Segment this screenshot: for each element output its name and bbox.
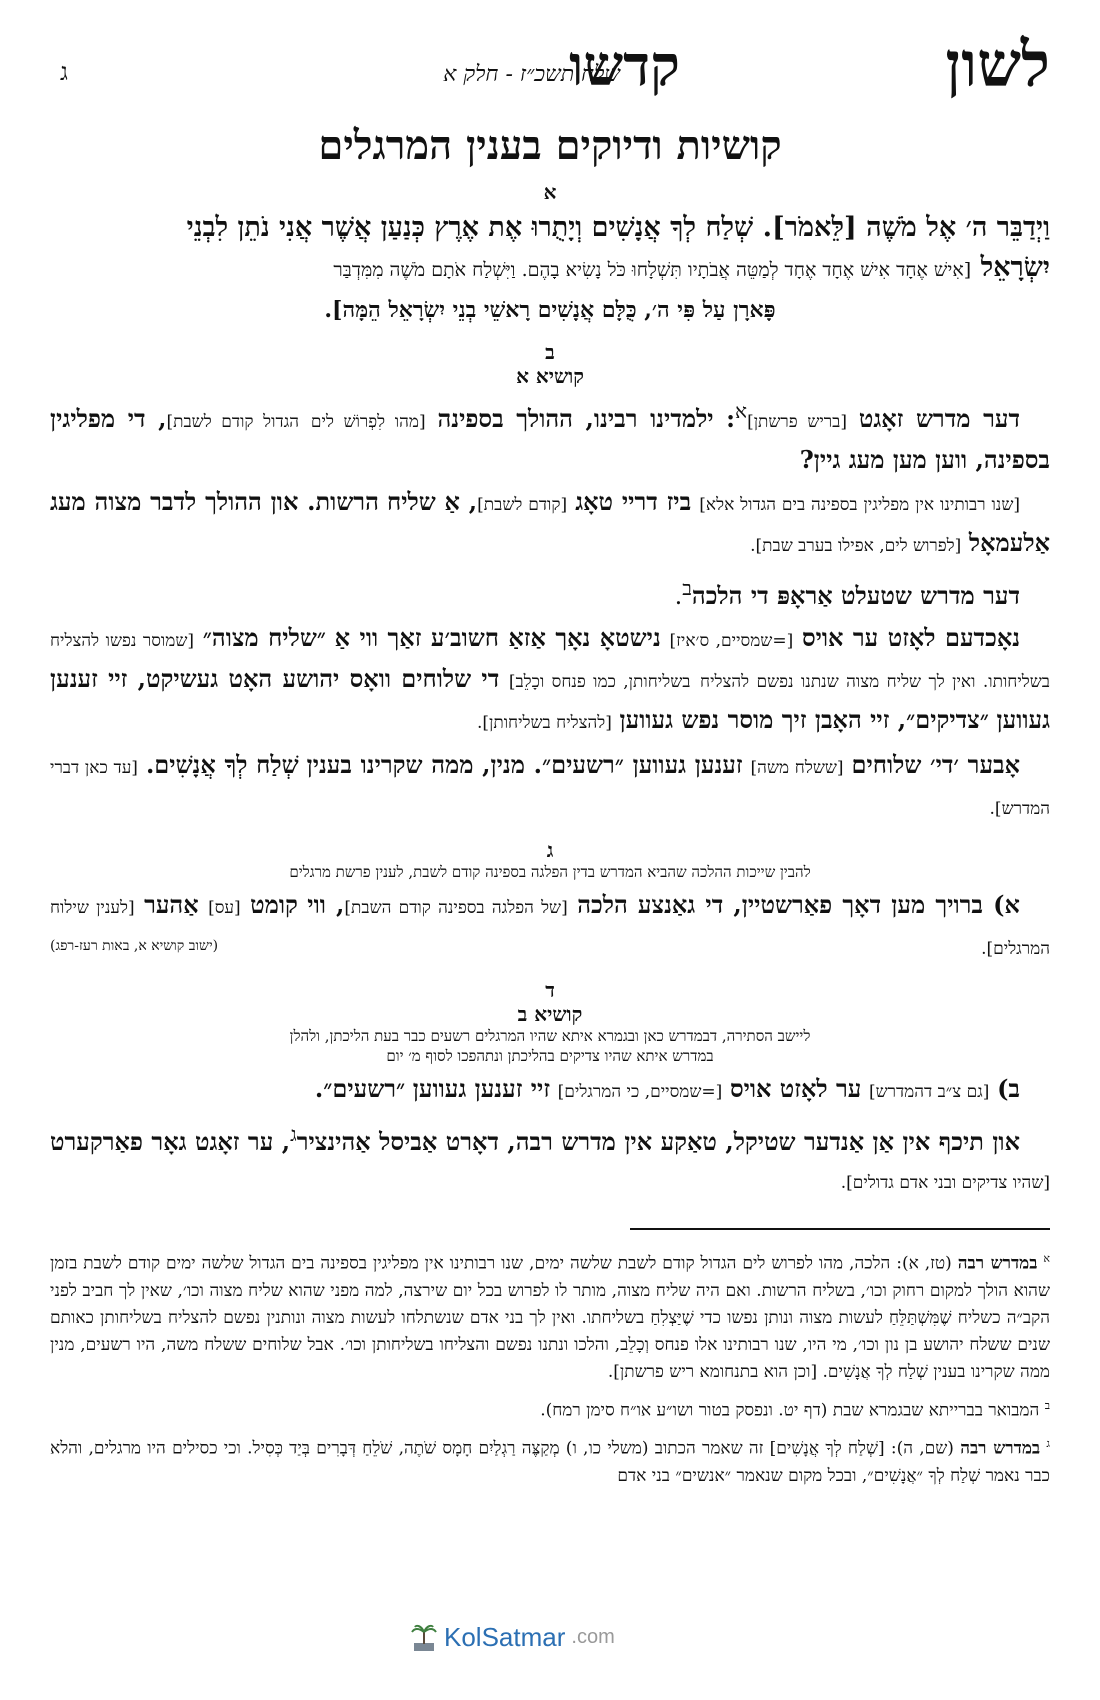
p1-small3: הגדול קודם לשבת] xyxy=(166,412,300,432)
p1-bold3: , די מפליגין בספינה, ווען מען מעג גיין? xyxy=(50,404,1050,474)
p8-small1: [שהיו צדיקים ובני אדם גדולים]. xyxy=(840,1173,1050,1193)
p5-bold2: זענען געווען ״רשעים״. מנין, ממה שקרינו בענין xyxy=(306,750,743,779)
header-title-mid: קדשו xyxy=(569,33,680,99)
pasuk-line-3: פָּארָן עַל פִּי ה׳, כֻּלָּם אֲנָשִׁים רָאשֵׁי בְנֵי יִשְׂרָאֵל הֵמָּה]. xyxy=(324,297,776,323)
watermark-name: KolSatmar xyxy=(444,1622,566,1652)
p4-small3: בשליחותן, כמו פנחס וכָלֵב] xyxy=(508,672,691,692)
section-b-subtitle: קושיא א xyxy=(516,364,584,388)
p1-bold2: : ילמדינו רבינו, ההולך בספינה xyxy=(437,404,736,433)
section-c-note: להבין שייכות ההלכה שהביא המדרש בדין הפלגה בספינה קודם לשבת, לענין פרשת מרגלים xyxy=(289,863,811,881)
footnote-text: המבואר בברייתא שבגמרא שבת (דף יט. ונפסק בטור ושו״ע או״ח סימן רמח). xyxy=(540,1400,1040,1421)
paragraph-3: דער מדרש שטעלט אַראָפּ די הלכה$^ב$. xyxy=(674,576,1020,610)
p7-bold3: זיי זענען געווען xyxy=(412,1074,551,1103)
page-header xyxy=(50,30,1050,110)
p6-bold3: קומט xyxy=(250,890,298,919)
pasuk-line-2-rest: [אִישׁ אֶחָד אִישׁ אֶחָד אֶחָד לְמַטֵּה אֲבֹתָיו תִּשְׁלָחוּ כֹּל נָשִׂיא בָהֶם. וַיִּשְׁלַח אֹתָם מֹשֶׁה מִמִּדְבַּר xyxy=(333,259,972,281)
paragraph-5 xyxy=(50,746,1050,828)
p4-bold5: ״צדיקים״, זיי האָבן זיך מוסר נפש געווען xyxy=(619,705,989,734)
header-parsha: שלח תשכ״ז - חלק א xyxy=(443,62,620,87)
paragraph-7 xyxy=(50,1070,1050,1111)
section-letter-b: ב xyxy=(545,340,555,364)
p4-small4: [להצליח בשליחותן]. xyxy=(476,713,612,733)
footnote-ref-c: ג xyxy=(290,1122,297,1146)
paragraph-6 xyxy=(50,886,1050,968)
p5-bold1: אָבער ׳די׳ שלוחים xyxy=(851,750,1021,779)
paragraph-8 xyxy=(50,1115,1050,1202)
pasuk-line-2 xyxy=(50,248,1050,290)
p3-text: דער מדרש שטעלט אַראָפּ די הלכה xyxy=(691,581,1020,610)
p6-small2: [עס] xyxy=(208,898,241,918)
section-letter-a: א xyxy=(543,180,557,204)
footnote-ref-a: א xyxy=(735,399,748,423)
p4-bold2: נישטאָ נאָך אַזאַ חשוב׳ע זאַך ווי אַ xyxy=(334,623,661,652)
p7-small1: [גם צ״ב דהמדרש] xyxy=(868,1082,990,1102)
footnote-mark: ב xyxy=(1044,1398,1050,1412)
palm-tree-logo-icon xyxy=(410,1623,438,1653)
footnote-mark: א xyxy=(1043,1252,1050,1265)
p4-bold1: נאָכדעם לאָזט ער אויס xyxy=(801,623,1021,652)
header-title-right: לשון xyxy=(945,28,1050,101)
p7-bold1: ב) xyxy=(997,1074,1020,1103)
p2-bold2: , אַ שליח xyxy=(387,487,478,516)
footnote-text: (טז, א): הלכה, מהו לפרוש לים הגדול קודם לשבת שלשה ימים, שנו רבותינו אין מפליגין בספינה בים הגדול שלשה ימים קודם לשבת בזמן שהוא הולך למקום רחוק וכו׳, בשליח הרשות. ואם היה שליח מצוה, מותר לו לפרוש בכל יום שירצה, למה מפני שהוא שליח מצוה וכו׳, שאין לך חביב לפני הקב״ה כשליח שֶׁמִּשְׁתַּלֵּחַ לעשות מצוה ונותן נפשו כדי שֶׁיַּצְלִחַ בשליחתו. ואין לך בני אדם שנשתלחו לעשות מצוה ונותנין נפשם להצליח בשליחותן כאותם שנים ששלח יהושע בן נון וכו׳, מי היו, שנו רבותינו אלו פנחס וְכָלֵב, והלכו ונתנו נפשם והצליחו בשליחותן וכו׳. אבל שלוחים ששלח משה, היו רשעים, מנין ממה שקרינו בענין שְׁלַח לְךָ אֲנָשִׁים. [וכן הוא בתנחומא ריש פרשתן]. xyxy=(50,1253,1050,1382)
p1-small1: [בריש פרשתן] xyxy=(747,412,847,432)
footnote-a xyxy=(50,1245,1050,1386)
p5-small1: [ששלח משה] xyxy=(750,758,844,778)
footnote-c xyxy=(50,1430,1050,1490)
p8-bold2: , ער זאָגט גאָר פאַרקערט xyxy=(50,1127,291,1156)
footnote-source: במדרש רבה xyxy=(957,1253,1038,1274)
watermark xyxy=(410,1622,615,1653)
page xyxy=(50,30,1050,1680)
pasuk-line-2-bold: יִשְׂרָאֵל xyxy=(980,252,1050,283)
p1-bold1: דער מדרש זאָגט xyxy=(858,404,1020,433)
p7-small2: [=שמסיים, כי המרגלים] xyxy=(557,1082,723,1102)
footnote-mark: ג xyxy=(1046,1437,1050,1451)
footnote-text: (שם, ה): [שְׁלַח לְךָ אֲנָשִׁים] זה שאמר הכתוב (משלי כו, ו) מְקַצֶּה רַגְלַיִם חָמָס שֹׁתֶה, שֹׁלֵחַ דְּבָרִים בְּיַד כְּסִיל. וכי כסילים היו מרגלים, והלא כבר נאמר שְׁלַח לְךָ ״אֲנָשִׁים״, ובכל מקום שנאמר ״אנשים״ בני אדם xyxy=(50,1438,1050,1486)
footnote-divider xyxy=(630,1228,1050,1230)
section-d-subtitle: קושיא ב xyxy=(517,1002,583,1026)
pasuk-line-1: וַיְדַבֵּר ה׳ אֶל מֹשֶׁה [לֵּאמֹר]. שְׁלַח לְךָ אֲנָשִׁים וְיָתֻרוּ אֶת אֶרֶץ כְּנַעַן אֲשֶׁר אֲנִי נֹתֵן לִבְנֵי xyxy=(186,212,1050,243)
footnote-source: במדרש רבה xyxy=(960,1438,1041,1459)
p4-bold4: די שלוחים וואָס יהושע האָט געשיקט, זיי זענען געווען xyxy=(50,664,1050,734)
p2-small2: [קודם לשבת] xyxy=(477,495,568,515)
footnote-ref-b: ב xyxy=(682,576,692,600)
p2-small3: [לפרוש לים, אפילו בערב שבת]. xyxy=(750,536,962,556)
p2-bold3: הרשות. און ההולך לדבר מצוה מעג אַלעמאָל xyxy=(50,487,1050,557)
p4-small1: [=שמסיים, ס׳איז] xyxy=(669,631,794,651)
p1-small2: [מהו לִפְרוֹשׁ לים xyxy=(310,412,426,432)
footnotes xyxy=(50,1245,1050,1496)
paragraph-2 xyxy=(50,483,1050,565)
watermark-suffix: .com xyxy=(571,1626,615,1648)
p6-small3: [לענין שילוח המרגלים]. xyxy=(50,898,1050,959)
p6-small1: [של הפלגה בספינה קודם השבת] xyxy=(344,898,568,918)
paragraph-1 xyxy=(50,392,1050,479)
p6-bold4: אַהער xyxy=(144,890,199,919)
p8-bold1: און תיכף אין אַן אַנדער שטיקל, טאַקע אין מדרש רבה, דאָרט אַביסל אַהינציר xyxy=(296,1127,1020,1156)
section-d-note: ליישב הסתירה, דבמדרש כאן ובגמרא איתא שהיו המרגלים רשעים כבר בעת הליכתן, ולהלן במדרש איתא שהיו צדיקים בהליכתן ונתהפכו לסוף מ׳ יום xyxy=(289,1027,811,1065)
page-title: קושיות ודיוקים בענין המרגלים xyxy=(318,122,782,169)
section-letter-c: ג xyxy=(546,838,554,862)
p7-bold2: ער לאָזט אויס xyxy=(729,1074,862,1103)
p5-bold3: שְׁלַח לְךָ אֲנָשִׁים. xyxy=(145,750,299,779)
pasuk-block xyxy=(50,208,1050,330)
p7-bold4: ״רשעים״. xyxy=(314,1074,406,1103)
paragraph-4 xyxy=(50,619,1050,742)
p6-bold2: , ווי xyxy=(307,890,345,919)
p2-small1: [שנו רבותינו אין מפליגין בספינה בים הגדול אלא] xyxy=(699,495,1021,515)
p2-bold1: ביז דריי טאָג xyxy=(575,487,692,516)
p5-small2: [עד כאן דברי המדרש]. xyxy=(50,758,1050,819)
section-letter-d: ד xyxy=(545,978,555,1002)
p4-bold3: ״שליח מצוה״ xyxy=(202,623,326,652)
p6-cross-reference: (ישוב קושיא א, באות רעז-רפג) xyxy=(50,938,219,954)
p6-bold1: א) ברויך מען דאָך פאַרשטיין, די גאַנצע הלכה xyxy=(577,890,1020,919)
footnote-b xyxy=(50,1392,1050,1425)
page-number: ג xyxy=(60,58,68,86)
p4-small2: [שמוסר נפשו להצליח בשליחותו. ואין לך שליח מצוה שנתנו נפשם להצליח xyxy=(50,631,1050,692)
